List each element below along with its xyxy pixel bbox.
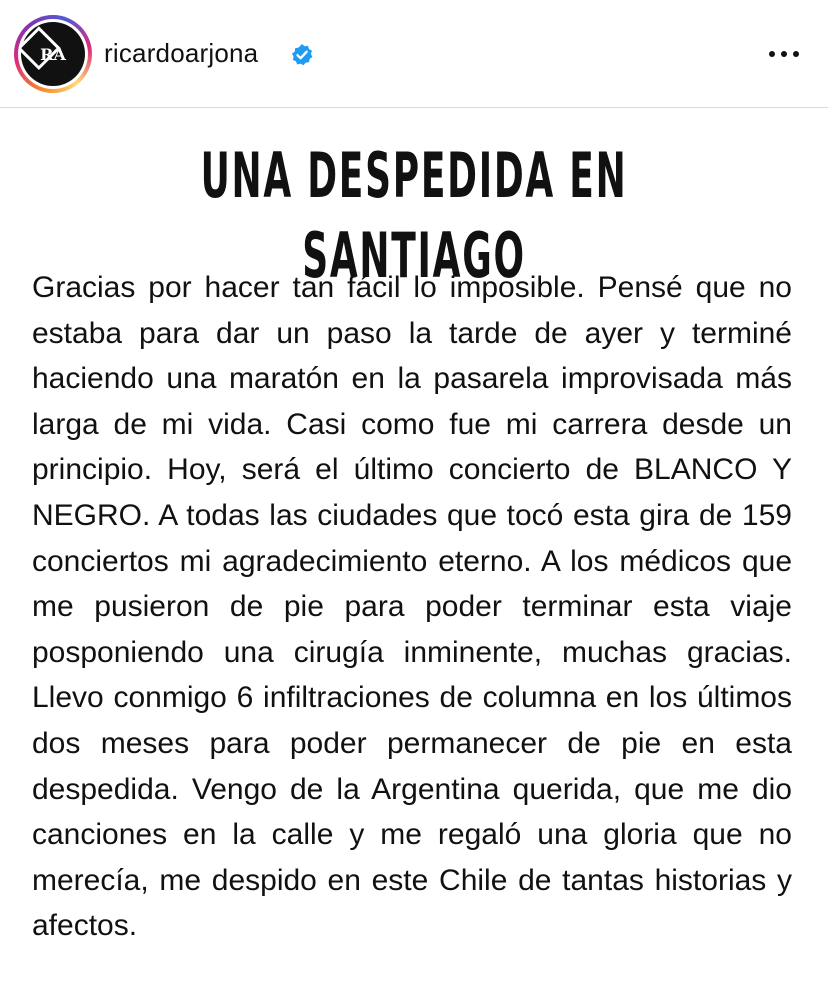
- post-image-caption: Gracias por hacer tan fácil lo imposible. Pensé que no estaba para dar un paso la tarde de ayer y terminé haciendo una maratón en la pasarela improvisada más larga de mi vida. Casi como fue mi carrera desde un principio. Hoy, será el último concierto de BLANCO Y NEGRO. A todas las ciudades que tocó esta gira de 159 conciertos mi agradecimiento eterno. A los médicos que me pusieron de pie para poder terminar esta viaje posponiendo una cirugía inminente, muchas gracias. Llevo conmigo 6 infiltraciones de columna en los últimos dos meses para poder permanecer de pie en esta despedida. Vengo de la Argentina querida, que me dio canciones en la calle y me regaló una gloria que no merecía, me despido en este Chile de tantas historias y afectos.: [32, 271, 792, 943]
- more-options-icon[interactable]: [764, 42, 804, 66]
- avatar[interactable]: [21, 22, 85, 86]
- username-link[interactable]: ricardoarjona: [104, 38, 259, 68]
- avatar-story-ring[interactable]: [14, 15, 92, 93]
- post-header: [0, 0, 828, 108]
- verified-badge-icon: [290, 43, 314, 67]
- post-image-title: UNA DESPEDIDA EN SANTIAGO: [200, 139, 628, 292]
- avatar-monogram: RA: [40, 45, 66, 64]
- ra-logo-icon: [21, 22, 85, 86]
